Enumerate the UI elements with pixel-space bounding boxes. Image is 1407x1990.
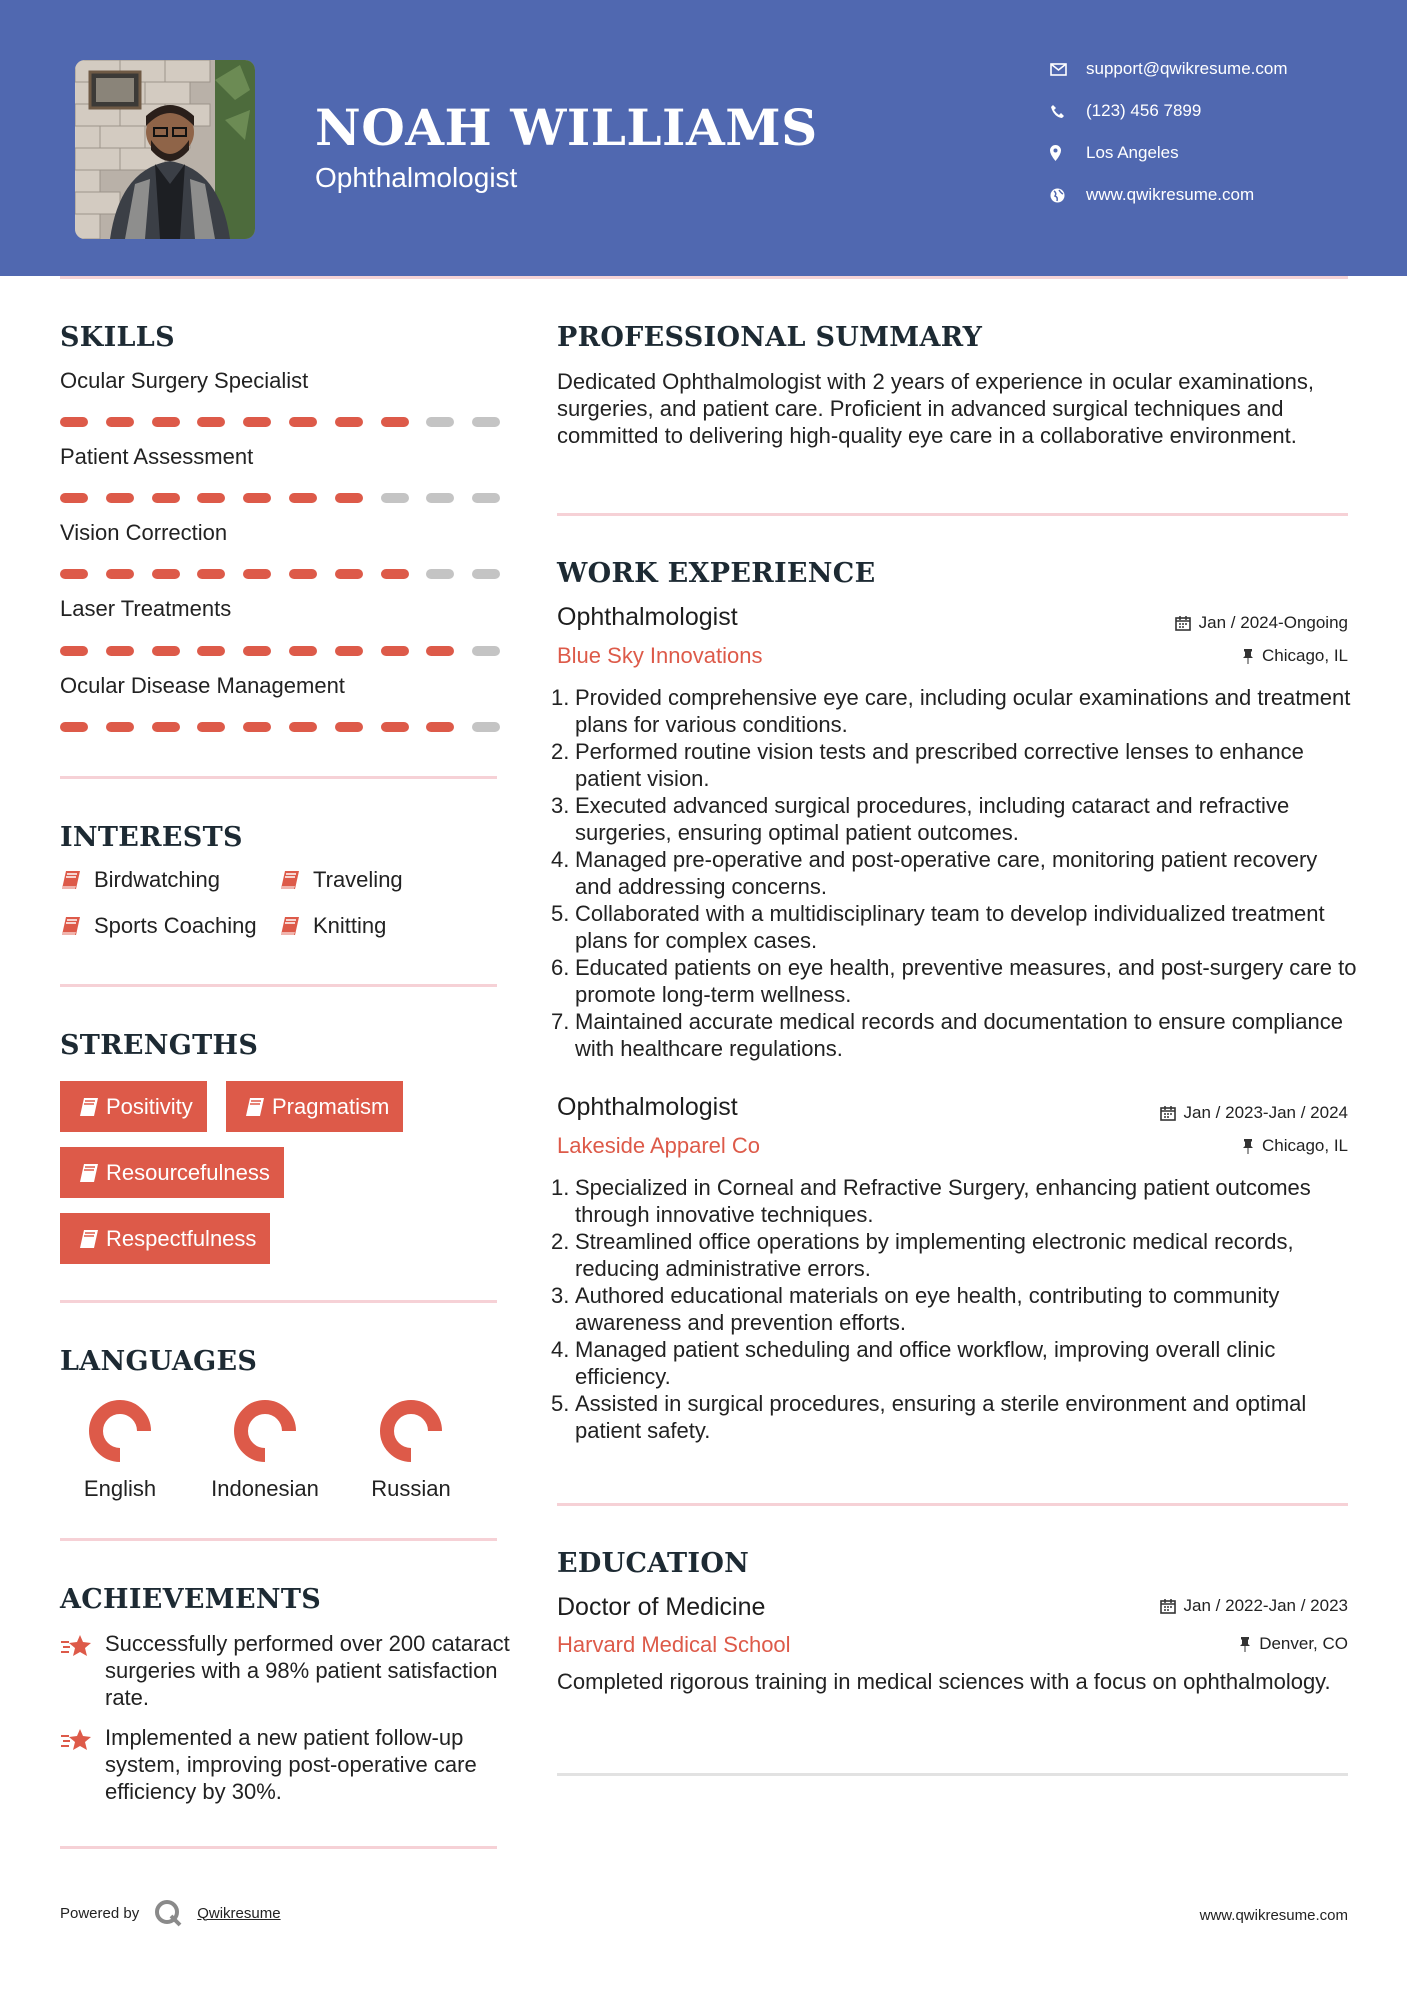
- language-level-arc: [387, 1407, 435, 1455]
- language-level-ring: [85, 1396, 155, 1466]
- duty-item: Collaborated with a multidisciplinary team to develop individualized treatment plans for complex cases.: [575, 901, 1325, 953]
- skill-dot-filled: [335, 493, 363, 503]
- skill-dot-empty: [381, 493, 409, 503]
- interest-label: Sports Coaching: [94, 913, 257, 938]
- skill-level-bar: [60, 646, 500, 656]
- pushpin-icon: [1242, 648, 1254, 664]
- language-item: [341, 1396, 481, 1502]
- job-location-text: Chicago, IL: [1262, 1136, 1348, 1155]
- skill-dot-filled: [197, 646, 225, 656]
- experience-title: WORK EXPERIENCE: [557, 558, 876, 589]
- skill-dot-filled: [106, 417, 134, 427]
- qwikresume-logo-icon: [153, 1898, 183, 1928]
- skills-title: SKILLS: [60, 322, 175, 353]
- skill-dot-filled: [243, 417, 271, 427]
- powered-by-label: Powered by: [60, 1904, 140, 1922]
- summary-title: PROFESSIONAL SUMMARY: [557, 322, 983, 353]
- language-name: Indonesian: [211, 1476, 319, 1501]
- skill-dot-filled: [243, 493, 271, 503]
- book-icon: [70, 1229, 106, 1249]
- strength-chip: [60, 1081, 207, 1132]
- company-name: Lakeside Apparel Co: [557, 1133, 761, 1158]
- language-level-arc: [241, 1407, 289, 1455]
- skill-name: Patient Assessment: [60, 444, 254, 469]
- skill-dot-filled: [289, 569, 317, 579]
- star-award-icon: [60, 1724, 105, 1805]
- degree-title: Doctor of Medicine: [557, 1593, 766, 1621]
- duty-item: Specialized in Corneal and Refractive Surgery, enhancing patient outcomes through innovative techniques.: [575, 1175, 1311, 1227]
- strength-label: Positivity: [106, 1093, 193, 1119]
- job-dates: [1160, 1103, 1348, 1123]
- duty-item: Authored educational materials on eye health, contributing to community awareness and prevention efforts.: [575, 1283, 1280, 1335]
- book-icon: [70, 1163, 106, 1183]
- duty-item: Managed patient scheduling and office workflow, improving overall clinic efficiency.: [575, 1337, 1276, 1389]
- education-location-text: Denver, CO: [1259, 1634, 1348, 1653]
- book-icon: [70, 1097, 106, 1117]
- footer-website[interactable]: www.qwikresume.com: [1199, 1907, 1348, 1924]
- language-item: [50, 1396, 190, 1502]
- company-name: Blue Sky Innovations: [557, 643, 763, 668]
- skill-dot-filled: [60, 569, 88, 579]
- section-divider: [60, 1846, 497, 1849]
- skill-dot-filled: [381, 569, 409, 579]
- skill-dot-filled: [197, 569, 225, 579]
- pushpin-icon: [1239, 1636, 1251, 1652]
- skill-dot-filled: [106, 569, 134, 579]
- skill-dot-filled: [381, 646, 409, 656]
- language-name: Russian: [371, 1476, 451, 1501]
- strength-chip: [60, 1147, 284, 1198]
- skill-dot-filled: [243, 646, 271, 656]
- skill-dot-filled: [381, 417, 409, 427]
- pushpin-icon: [1242, 1138, 1254, 1154]
- language-level-ring: [230, 1396, 300, 1466]
- duty-item: Educated patients on eye health, preventive measures, and post-surgery care to promote long-term wellness.: [575, 955, 1357, 1007]
- interests-title: INTERESTS: [60, 822, 243, 853]
- language-level-ring: [376, 1396, 446, 1466]
- skill-dot-filled: [197, 722, 225, 732]
- job-duties-list: [557, 684, 1357, 1062]
- section-divider: [60, 1300, 497, 1303]
- skill-dot-empty: [426, 569, 454, 579]
- book-icon: [60, 870, 94, 890]
- duty-item: Executed advanced surgical procedures, including cataract and refractive surgeries, ensuring optimal patient outcomes.: [575, 793, 1290, 845]
- contact-location: [1050, 138, 1370, 168]
- skill-dot-filled: [335, 569, 363, 579]
- skill-dot-empty: [472, 569, 500, 579]
- skill-dot-empty: [472, 646, 500, 656]
- contact-email-text: support@qwikresume.com: [1086, 59, 1288, 78]
- job-dates: [1175, 613, 1348, 633]
- duty-item: Streamlined office operations by implementing electronic medical records, reducing administrative errors.: [575, 1229, 1294, 1281]
- skill-dot-filled: [426, 722, 454, 732]
- contact-phone[interactable]: [1050, 96, 1370, 126]
- strength-label: Resourcefulness: [106, 1159, 270, 1185]
- book-icon: [60, 916, 94, 936]
- job-location: [1242, 646, 1348, 666]
- skill-dot-filled: [152, 569, 180, 579]
- resume-header: [0, 0, 1407, 276]
- skill-dot-filled: [289, 646, 317, 656]
- skill-dot-empty: [472, 722, 500, 732]
- interest-item: [279, 913, 386, 939]
- job-title: Ophthalmologist: [557, 1093, 738, 1121]
- skill-dot-filled: [243, 722, 271, 732]
- languages-title: LANGUAGES: [60, 1346, 258, 1377]
- skill-dot-filled: [152, 722, 180, 732]
- section-divider: [60, 776, 497, 779]
- skill-dot-filled: [106, 722, 134, 732]
- job-duties-list: [557, 1174, 1357, 1444]
- achievement-item: [60, 1630, 510, 1711]
- skill-dot-filled: [60, 493, 88, 503]
- interest-label: Knitting: [313, 913, 387, 938]
- interest-item: [60, 867, 220, 893]
- interest-label: Birdwatching: [94, 867, 220, 892]
- skill-dot-filled: [426, 646, 454, 656]
- duty-item: Managed pre-operative and post-operative care, monitoring patient recovery and addressing concerns.: [575, 847, 1318, 899]
- skill-name: Laser Treatments: [60, 596, 232, 621]
- achievement-text: Implemented a new patient follow-up system, improving post-operative care efficiency by 30%.: [105, 1725, 477, 1804]
- duty-item: Assisted in surgical procedures, ensuring a sterile environment and optimal patient safety.: [575, 1391, 1307, 1443]
- book-icon: [279, 916, 313, 936]
- skill-dot-filled: [106, 646, 134, 656]
- duty-item: Provided comprehensive eye care, including ocular examinations and treatment plans for various conditions.: [575, 685, 1351, 737]
- job-dates-text: Jan / 2023-Jan / 2024: [1183, 1103, 1348, 1122]
- envelope-icon: [1050, 63, 1086, 76]
- skill-name: Ocular Disease Management: [60, 673, 345, 698]
- calendar-icon: [1160, 1598, 1176, 1614]
- skill-dot-empty: [472, 417, 500, 427]
- skill-dot-filled: [197, 493, 225, 503]
- interest-item: [60, 913, 257, 939]
- language-level-arc: [96, 1407, 144, 1455]
- contact-location-text: Los Angeles: [1086, 143, 1179, 162]
- contact-email[interactable]: [1050, 54, 1370, 84]
- contact-website-text: www.qwikresume.com: [1086, 185, 1255, 204]
- skill-dot-filled: [289, 417, 317, 427]
- contact-phone-text: (123) 456 7899: [1086, 101, 1202, 120]
- skill-dot-filled: [152, 646, 180, 656]
- education-text: Completed rigorous training in medical sciences with a focus on ophthalmology.: [557, 1669, 1331, 1694]
- skill-name: Ocular Surgery Specialist: [60, 368, 309, 393]
- achievements-title: ACHIEVEMENTS: [60, 1584, 322, 1615]
- skill-dot-empty: [472, 493, 500, 503]
- skill-level-bar: [60, 722, 500, 732]
- header-divider: [60, 276, 1348, 279]
- book-icon: [279, 870, 313, 890]
- achievement-text: Successfully performed over 200 cataract surgeries with a 98% patient satisfaction rate.: [105, 1631, 510, 1710]
- job-title: Ophthalmologist: [557, 603, 738, 631]
- achievement-item: [60, 1724, 510, 1805]
- duty-item: Performed routine vision tests and prescribed corrective lenses to enhance patient vision.: [575, 739, 1304, 791]
- strength-label: Pragmatism: [272, 1093, 390, 1119]
- education-title: EDUCATION: [557, 1548, 750, 1579]
- strengths-title: STRENGTHS: [60, 1030, 259, 1061]
- skill-dot-filled: [197, 417, 225, 427]
- candidate-name: NOAH WILLIAMS: [315, 98, 818, 157]
- education-dates: [1160, 1596, 1348, 1616]
- strength-chip: [60, 1213, 270, 1264]
- skill-name: Vision Correction: [60, 520, 228, 545]
- skill-level-bar: [60, 417, 500, 427]
- interest-label: Traveling: [313, 867, 403, 892]
- duty-item: Maintained accurate medical records and documentation to ensure compliance with healthcare regulations.: [575, 1009, 1343, 1061]
- skill-dot-filled: [335, 417, 363, 427]
- skill-dot-filled: [243, 569, 271, 579]
- contact-website[interactable]: [1050, 180, 1370, 210]
- job-dates-text: Jan / 2024-Ongoing: [1198, 613, 1348, 632]
- skill-dot-filled: [60, 646, 88, 656]
- candidate-role: Ophthalmologist: [315, 162, 518, 193]
- skill-dot-filled: [60, 417, 88, 427]
- skill-dot-empty: [426, 417, 454, 427]
- education-dates-text: Jan / 2022-Jan / 2023: [1183, 1596, 1348, 1615]
- skill-dot-filled: [335, 646, 363, 656]
- language-item: [195, 1396, 335, 1502]
- qwikresume-link[interactable]: Qwikresume: [197, 1904, 281, 1922]
- interest-item: [279, 867, 403, 893]
- section-divider: [60, 1538, 497, 1541]
- skill-dot-filled: [381, 722, 409, 732]
- strength-chip: [226, 1081, 403, 1132]
- skill-dot-empty: [426, 493, 454, 503]
- section-divider: [557, 1503, 1348, 1506]
- education-location: [1239, 1634, 1348, 1654]
- skill-dot-filled: [335, 722, 363, 732]
- strength-label: Respectfulness: [106, 1225, 257, 1251]
- skill-dot-filled: [152, 417, 180, 427]
- skill-dot-filled: [106, 493, 134, 503]
- star-award-icon: [60, 1630, 105, 1711]
- job-location: [1242, 1136, 1348, 1156]
- school-name: Harvard Medical School: [557, 1632, 791, 1657]
- skill-level-bar: [60, 493, 500, 503]
- calendar-icon: [1175, 615, 1191, 631]
- book-icon: [236, 1097, 272, 1117]
- skill-dot-filled: [289, 493, 317, 503]
- skill-dot-filled: [289, 722, 317, 732]
- profile-photo: [75, 60, 255, 239]
- section-divider: [60, 984, 497, 987]
- calendar-icon: [1160, 1105, 1176, 1121]
- skill-dot-filled: [152, 493, 180, 503]
- job-location-text: Chicago, IL: [1262, 646, 1348, 665]
- summary-text: Dedicated Ophthalmologist with 2 years of experience in ocular examinations, surgeries, and patient care. Proficient in advanced surgical techniques and committed to delivering high-quality eye care in a collaborative environment.: [557, 369, 1314, 448]
- section-divider: [557, 513, 1348, 516]
- footer-powered-by: [60, 1898, 281, 1928]
- language-name: English: [83, 1476, 157, 1501]
- skill-level-bar: [60, 569, 500, 579]
- skill-dot-filled: [60, 722, 88, 732]
- location-pin-icon: [1050, 145, 1086, 161]
- globe-icon: [1050, 188, 1086, 203]
- section-divider: [557, 1773, 1348, 1776]
- phone-icon: [1050, 104, 1086, 119]
